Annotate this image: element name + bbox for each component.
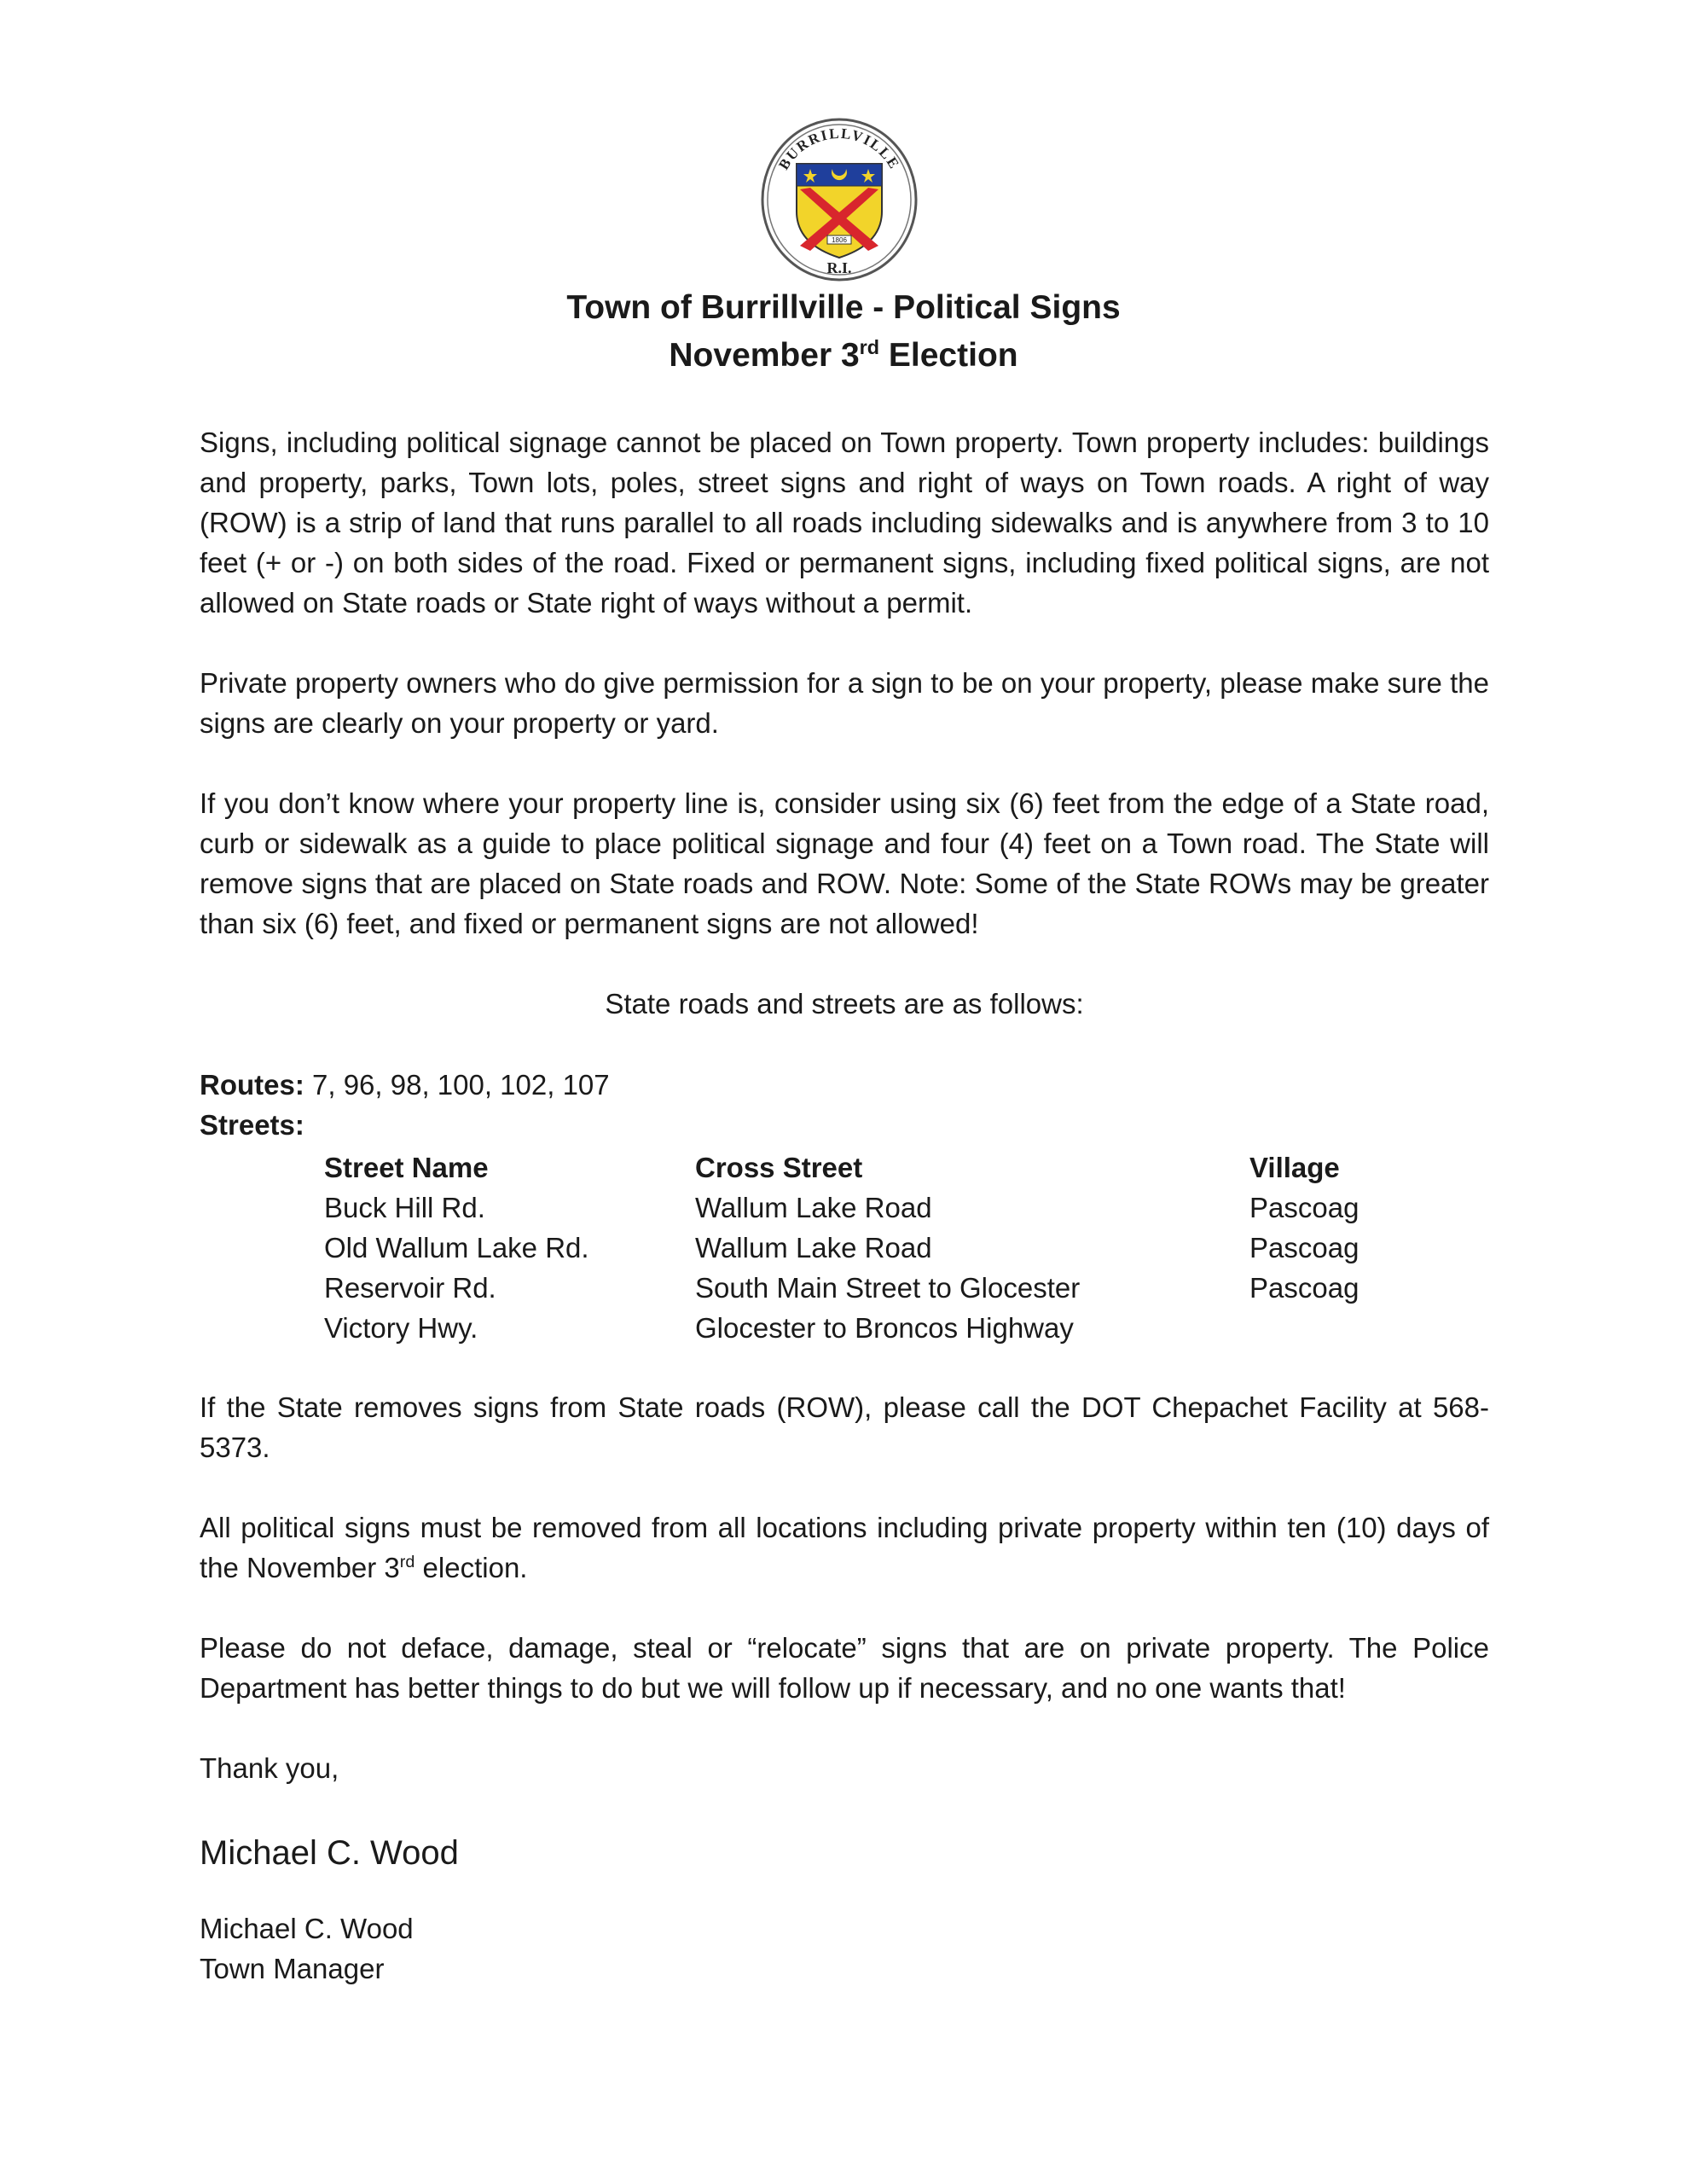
paragraph-dot-contact: If the State removes signs from State roads (ROW), please call the DOT Chepachet Facility at 568-5373.: [200, 1391, 1489, 1463]
state-roads-intro: State roads and streets are as follows:: [605, 988, 1084, 1019]
table-row: [324, 1228, 1433, 1268]
table-cell-street-name: Reservoir Rd.: [324, 1272, 496, 1304]
svg-text:R.I.: R.I.: [826, 259, 852, 276]
closing-thanks: Thank you,: [200, 1752, 339, 1784]
paragraph-removal-deadline: All political signs must be removed from all locations including private property within ten (10) days of the November 3rd election.: [200, 1512, 1489, 1583]
table-header-row: [324, 1147, 1433, 1188]
routes-line: Routes: 7, 96, 98, 100, 102, 107: [200, 1069, 610, 1101]
table-cell-street-name: Buck Hill Rd.: [324, 1192, 485, 1223]
table-cell-cross-street: Wallum Lake Road: [695, 1192, 932, 1223]
paragraph-property-line: If you don’t know where your property line is, consider using six (6) feet from the edge of a State road, curb or sidewalk as a guide to place political signage and four (4) feet on a Town road. The State will remove signs that are placed on State roads and ROW. Note: Some of the State ROWs may be greater than six (6) feet, and fixed or permanent signs are not allowed!: [200, 787, 1489, 939]
paragraph-town-property: Signs, including political signage cannot be placed on Town property. Town property includes: buildings and property, parks, Town lots, poles, street signs and right of ways on Town roads. A right of way (ROW) is a strip of land that runs parallel to all roads including sidewalks and is anywhere from 3 to 10 feet (+ or -) on both sides of the road. Fixed or permanent signs, including fixed political signs, are not allowed on State roads or State right of ways without a permit.: [200, 427, 1489, 619]
column-header-street-name: Street Name: [324, 1152, 489, 1183]
streets-label: Streets:: [200, 1109, 304, 1141]
svg-text:BURRILLVILLE: BURRILLVILLE: [775, 125, 903, 173]
streets-table: [324, 1147, 1433, 1348]
table-row: [324, 1268, 1433, 1308]
table-row: [324, 1308, 1433, 1348]
table-cell-village: Pascoag: [1249, 1232, 1359, 1263]
svg-text:1806: 1806: [832, 236, 847, 244]
table-cell-cross-street: South Main Street to Glocester: [695, 1272, 1081, 1304]
town-seal-logo: [759, 116, 919, 283]
table-cell-cross-street: Glocester to Broncos Highway: [695, 1312, 1074, 1344]
table-cell-street-name: Old Wallum Lake Rd.: [324, 1232, 589, 1263]
table-cell-street-name: Victory Hwy.: [324, 1312, 478, 1344]
page-subtitle: November 3rd Election: [669, 336, 1018, 374]
signature: Michael C. Wood: [200, 1834, 459, 1872]
column-header-cross-street: Cross Street: [695, 1152, 863, 1183]
table-cell-cross-street: Wallum Lake Road: [695, 1232, 932, 1263]
table-cell-village: Pascoag: [1249, 1272, 1359, 1304]
signer-position: Town Manager: [200, 1953, 385, 1984]
paragraph-private-property: Private property owners who do give permission for a sign to be on your property, please make sure the signs are clearly on your property or yard.: [200, 667, 1489, 739]
column-header-village: Village: [1249, 1152, 1340, 1183]
page-title: Town of Burrillville - Political Signs: [566, 289, 1121, 326]
signer-name: Michael C. Wood: [200, 1913, 414, 1944]
table-row: [324, 1188, 1433, 1228]
table-cell-village: Pascoag: [1249, 1192, 1359, 1223]
paragraph-do-not-deface: Please do not deface, damage, steal or “relocate” signs that are on private property. The Police Department has better things to do but we will follow up if necessary, and no one wants that!: [200, 1632, 1489, 1704]
